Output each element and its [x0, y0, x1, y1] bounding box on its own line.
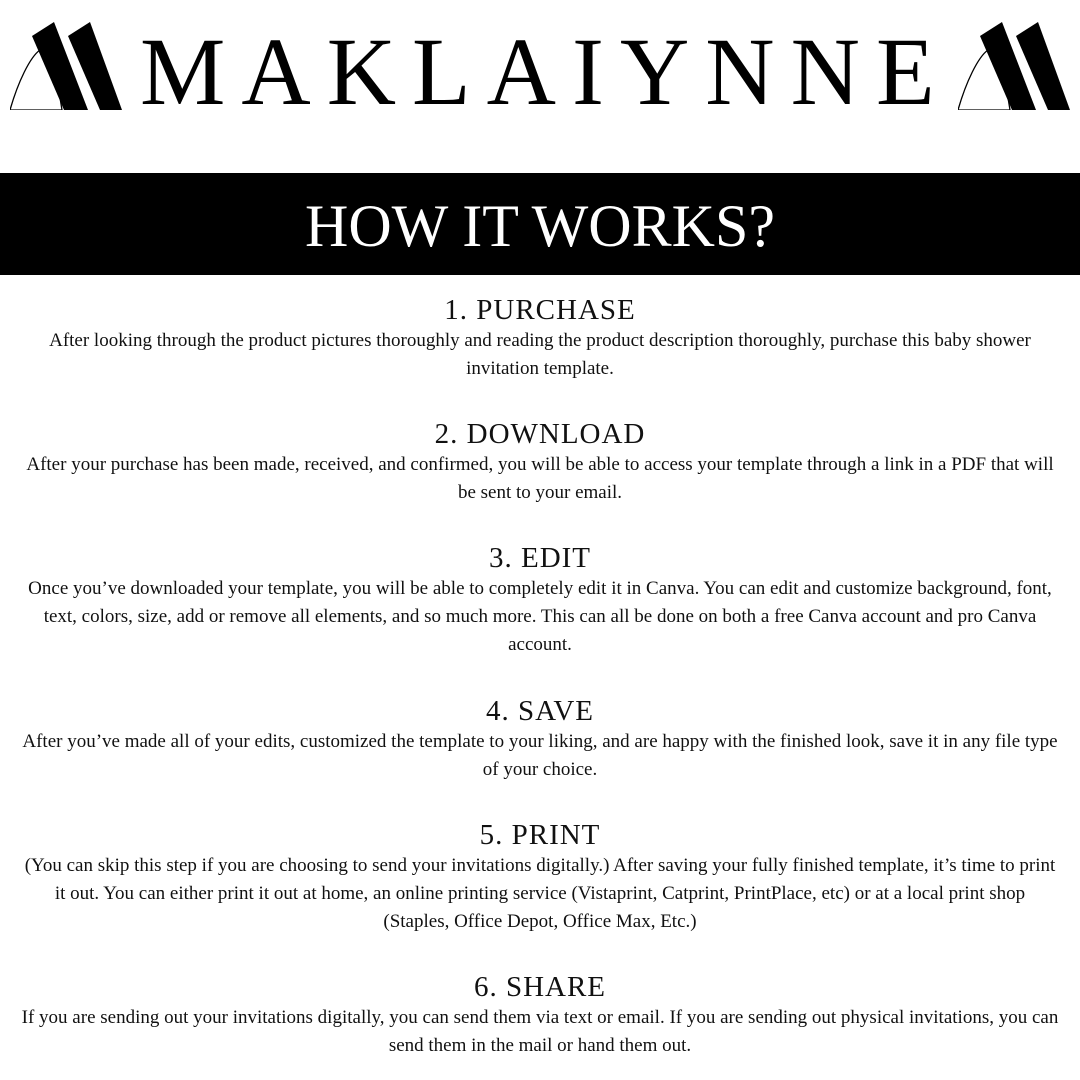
step-share: [20, 970, 1060, 1060]
step-title: 2. DOWNLOAD: [434, 418, 646, 450]
step-body: (You can skip this step if you are choosing to send your invitations digitally.) After saving your fully finished template, it’s time to print it out. You can either print it out at home, an online printing service (Vistaprint, Catprint, PrintPlace, etc) or at a local print shop (Staples, Office Depot, Office Max, Etc.): [24, 855, 1056, 932]
brand-name: MAKLAIYNNE: [140, 18, 951, 125]
step-body: If you are sending out your invitations digitally, you can send them via text or email. If you are sending out physical invitations, you can send them in the mail or hand them out.: [21, 1007, 1059, 1056]
step-title: 6. SHARE: [473, 971, 607, 1003]
step-save: [20, 694, 1060, 784]
step-purchase: [20, 293, 1060, 383]
step-body: After looking through the product pictures thoroughly and reading the product description thoroughly, purchase this baby shower invitation template.: [49, 330, 1031, 379]
step-body: After you’ve made all of your edits, customized the template to your liking, and are happy with the finished look, save it in any file type of your choice.: [22, 731, 1058, 780]
how-it-works-banner: [0, 173, 1080, 275]
header: [0, 0, 1080, 150]
step-print: [20, 818, 1060, 936]
step-download: [20, 417, 1060, 507]
step-body: After your purchase has been made, received, and confirmed, you will be able to access your template through a link in a PDF that will be sent to your email.: [26, 454, 1054, 503]
step-title: 3. EDIT: [488, 542, 592, 574]
banner-title: HOW IT WORKS?: [305, 193, 775, 259]
step-title: 1. PURCHASE: [444, 294, 636, 326]
m-monogram-logo-icon: [958, 22, 1070, 110]
step-title: 4. SAVE: [486, 695, 594, 727]
m-monogram-logo-icon: [10, 22, 122, 110]
step-title: 5. PRINT: [479, 819, 601, 851]
step-body: Once you’ve downloaded your template, you will be able to completely edit it in Canva. You can edit and customize background, font, text, colors, size, add or remove all elements, and so much more. This can all be done on both a free Canva account and pro Canva account.: [28, 578, 1052, 655]
step-edit: [20, 541, 1060, 659]
